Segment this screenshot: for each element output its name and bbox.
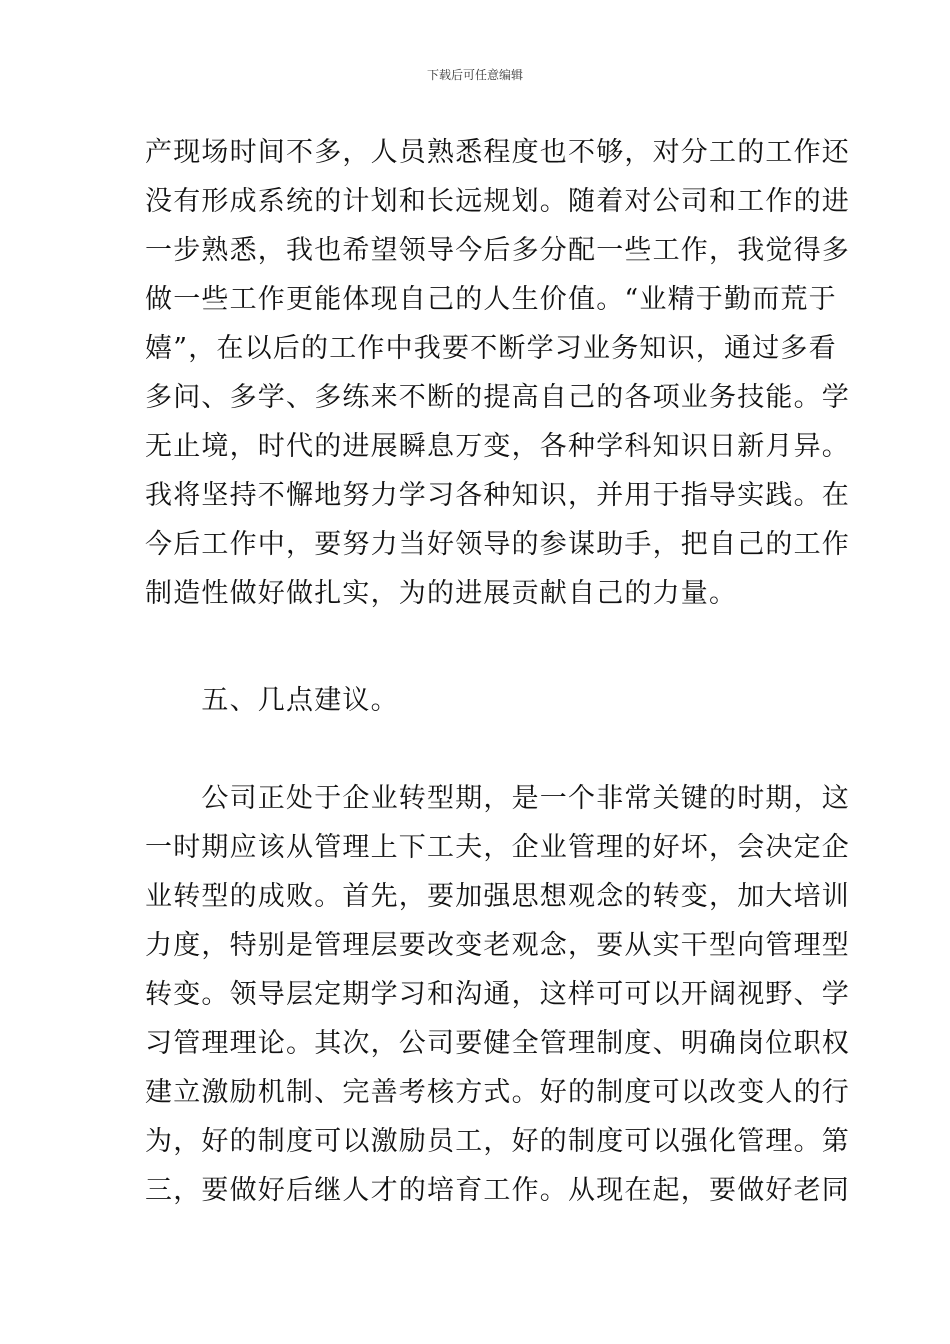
text-line: 一时期应该从管理上下工夫，企业管理的好坏，会决定企 — [145, 832, 850, 863]
text-line: 我将坚持不懈地努力学习各种知识，并用于指导实践。在 — [145, 480, 850, 511]
text-line: 多问、多学、多练来不断的提高自己的各项业务技能。学 — [145, 382, 850, 413]
text-line: 建立激励机制、完善考核方式。好的制度可以改变人的行 — [145, 1077, 850, 1108]
text-line: 业转型的成败。首先，要加强思想观念的转变，加大培训 — [145, 881, 850, 912]
paragraph-2 — [145, 774, 850, 1215]
text-line: 没有形成系统的计划和长远规划。随着对公司和工作的进 — [145, 186, 850, 217]
text-line: 为，好的制度可以激励员工，好的制度可以强化管理。第 — [145, 1126, 850, 1157]
text-line: 制造性做好做扎实，为的进展贡献自己的力量。 — [145, 578, 738, 609]
text-line: 公司正处于企业转型期，是一个非常关键的时期，这 — [145, 783, 850, 814]
page-header: 下载后可任意编辑 — [426, 68, 523, 82]
text-line: 产现场时间不多，人员熟悉程度也不够，对分工的工作还 — [145, 137, 850, 168]
text-line: 习管理理论。其次，公司要健全管理制度、明确岗位职权 — [145, 1028, 850, 1059]
text-line: 一步熟悉，我也希望领导今后多分配一些工作，我觉得多 — [145, 235, 850, 266]
text-line: 无止境，时代的进展瞬息万变，各种学科知识日新月异。 — [145, 431, 850, 462]
text-line: 嬉”，在以后的工作中我要不断学习业务知识，通过多看 — [145, 333, 837, 364]
text-line: 力度，特别是管理层要改变老观念，要从实干型向管理型 — [145, 930, 850, 961]
text-line: 今后工作中，要努力当好领导的参谋助手，把自己的工作 — [145, 529, 850, 560]
text-line: 三，要做好后继人才的培育工作。从现在起，要做好老同 — [145, 1175, 850, 1206]
text-line: 转变。领导层定期学习和沟通，这样可可以开阔视野、学 — [145, 979, 850, 1010]
paragraph-1 — [145, 128, 850, 618]
section-heading-text: 五、几点建议。 — [145, 685, 399, 716]
section-heading — [145, 676, 805, 725]
text-line: 做一些工作更能体现自己的人生价值。“业精于勤而荒于 — [145, 284, 837, 315]
